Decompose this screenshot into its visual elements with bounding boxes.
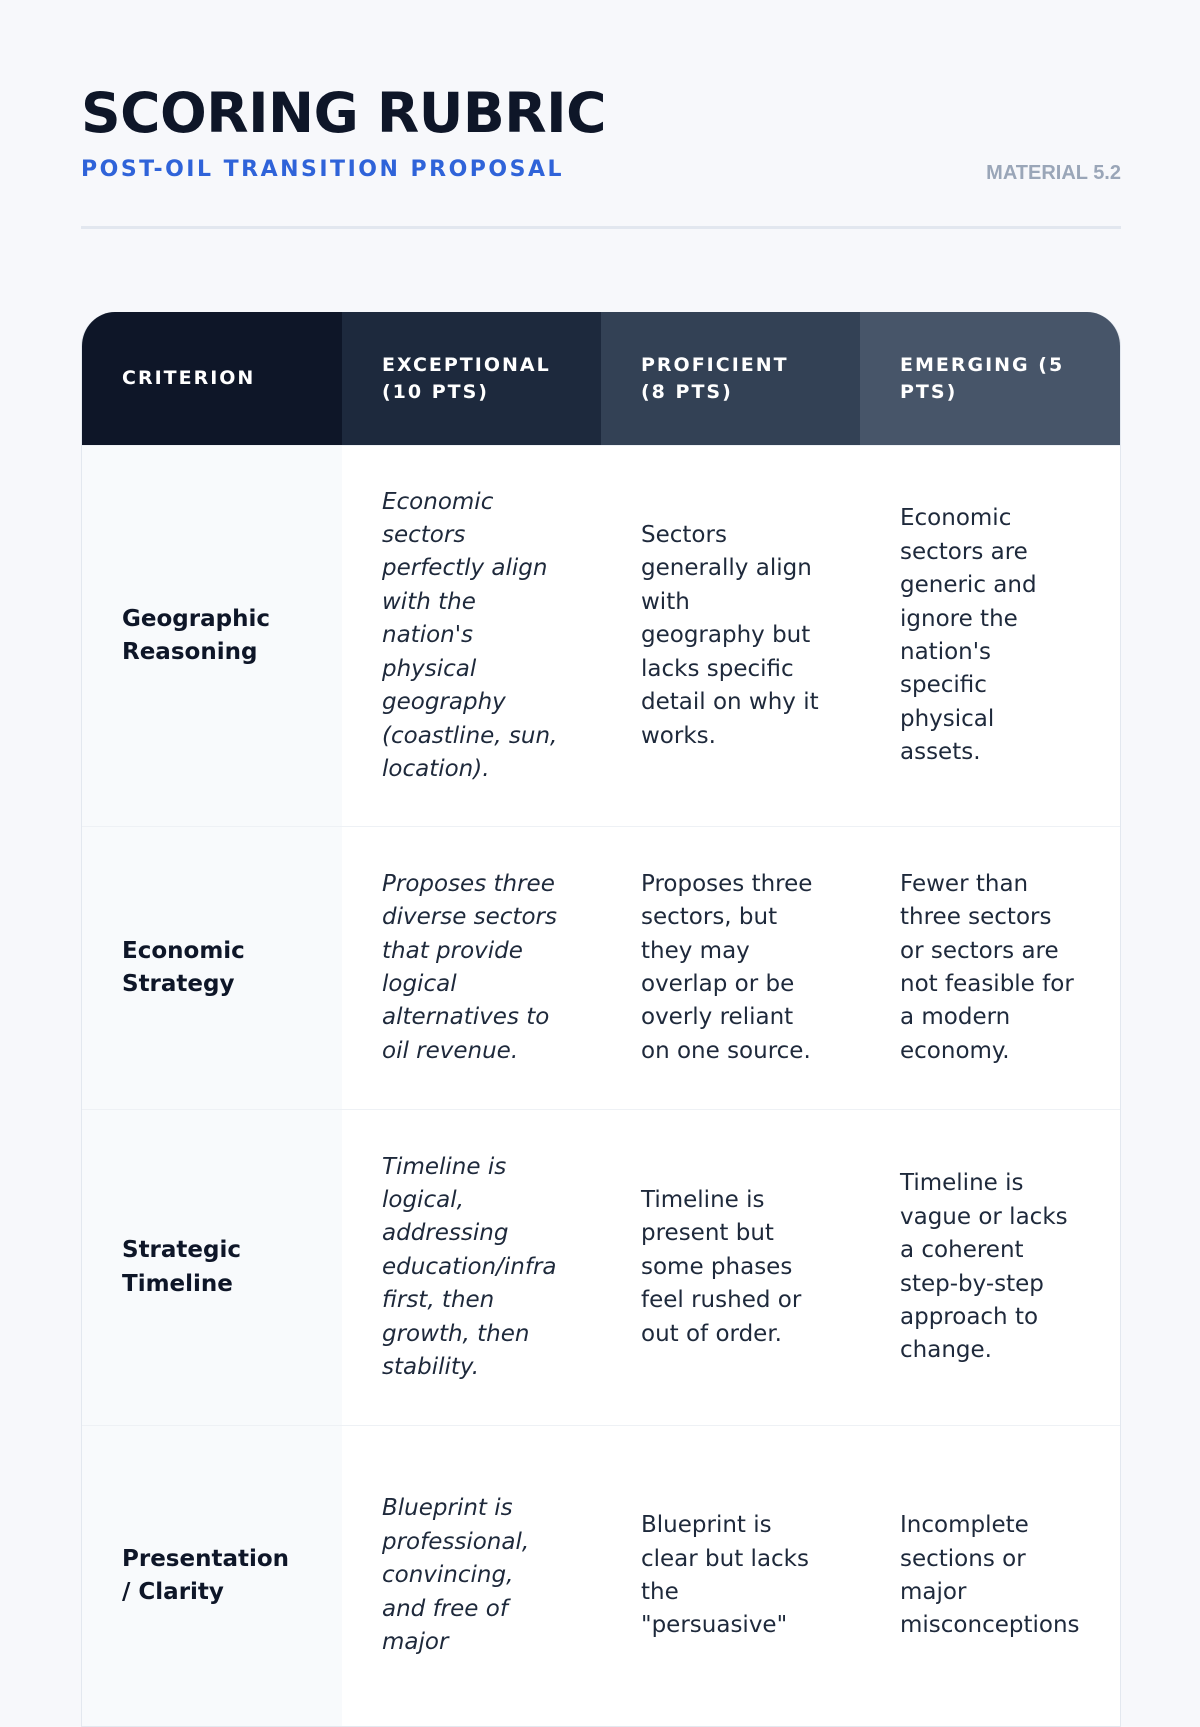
- page-header: [81, 0, 1121, 230]
- proficient-cell: Sectors generally align with geography but lacks specific detail on why it works.: [641, 522, 819, 749]
- criterion-cell: Presentation / Clarity: [82, 1426, 342, 1726]
- rubric-table: [81, 312, 1121, 1727]
- emerging-cell: Fewer than three sectors or sectors are not feasible for a modern economy.: [900, 870, 1074, 1064]
- page-subtitle: POST-OIL TRANSITION PROPOSAL: [81, 157, 565, 182]
- proficient-cell: Proposes three sectors, but they may overlap or be overly reliant on one source.: [641, 870, 813, 1064]
- exceptional-cell: Economic sectors perfectly align with the nation's physical geography (coastline, sun, location).: [382, 488, 558, 782]
- criterion-cell: Geographic Reasoning: [82, 446, 342, 826]
- criterion-cell: Economic Strategy: [82, 827, 342, 1109]
- exceptional-cell: Proposes three diverse sectors that provide logical alternatives to oil revenue.: [382, 870, 557, 1064]
- table-header-row: [82, 312, 1120, 445]
- exceptional-cell: Timeline is logical, addressing education/infra first, then growth, then stability.: [382, 1153, 557, 1381]
- exceptional-cell: Blueprint is professional, convincing, and free of major: [382, 1495, 530, 1656]
- emerging-cell: Incomplete sections or major misconceptions: [900, 1512, 1080, 1639]
- table-row: [82, 1425, 1120, 1726]
- column-header-emerging: EMERGING (5 PTS): [860, 312, 1120, 445]
- criterion-cell: Strategic Timeline: [82, 1110, 342, 1425]
- rubric-page: [81, 0, 1121, 1656]
- table-row: [82, 445, 1120, 826]
- emerging-cell: Timeline is vague or lacks a coherent step-by-step approach to change.: [900, 1170, 1068, 1364]
- column-header-exceptional: EXCEPTIONAL (10 PTS): [342, 312, 601, 445]
- page-title: SCORING RUBRIC: [81, 81, 606, 145]
- header-divider: [81, 226, 1121, 229]
- table-row: [82, 826, 1120, 1109]
- table-row: [82, 1109, 1120, 1425]
- material-label: MATERIAL 5.2: [986, 162, 1121, 184]
- column-header-criterion: CRITERION: [82, 312, 342, 445]
- column-header-proficient: PROFICIENT (8 PTS): [601, 312, 860, 445]
- emerging-cell: Economic sectors are generic and ignore the nation's specific physical assets.: [900, 505, 1037, 766]
- proficient-cell: Timeline is present but some phases feel rushed or out of order.: [641, 1186, 802, 1347]
- proficient-cell: Blueprint is clear but lacks the "persuasive": [641, 1512, 809, 1639]
